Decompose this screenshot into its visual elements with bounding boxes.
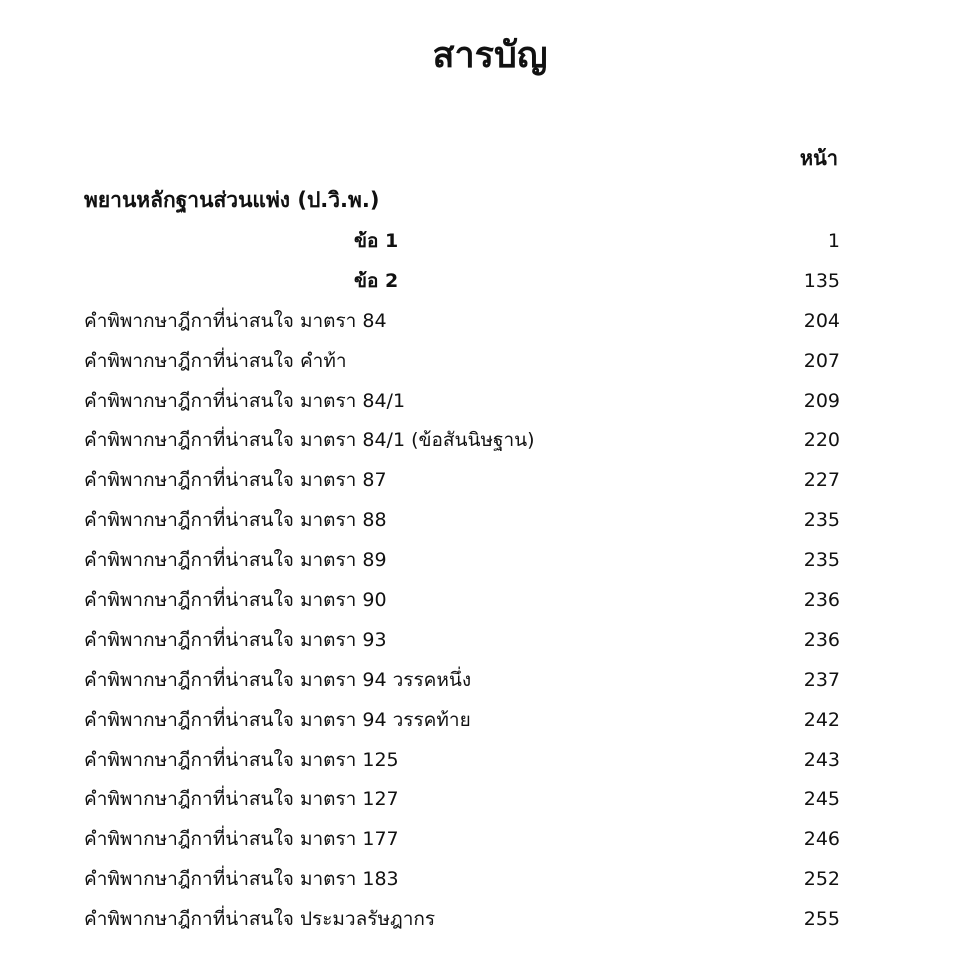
toc-entry-label: คำพิพากษาฎีกาที่น่าสนใจ มาตรา 94 วรรคท้าย [84, 708, 471, 731]
toc-entry-label: คำพิพากษาฎีกาที่น่าสนใจ มาตรา 84/1 [84, 389, 406, 412]
toc-entry-page-number: 236 [803, 589, 840, 612]
toc-entry [84, 581, 840, 621]
toc-entry-page-number: 207 [803, 349, 840, 372]
toc-entry [84, 501, 840, 541]
toc-entry [84, 461, 840, 501]
page-column-header: หน้า [799, 146, 838, 170]
toc-entry [84, 222, 840, 262]
toc-entry [84, 741, 840, 781]
toc-entry-page-number: 242 [803, 708, 840, 731]
toc-entry-page-number: 237 [803, 668, 840, 691]
toc-entry-label: คำพิพากษาฎีกาที่น่าสนใจ มาตรา 93 [84, 628, 387, 651]
toc-entry-page-number: 220 [803, 429, 840, 452]
toc-entry-label: ข้อ 1 [354, 230, 399, 252]
toc-entry-page-number: 245 [803, 788, 840, 811]
toc-entry-page-number: 204 [803, 309, 840, 332]
section-heading: พยานหลักฐานส่วนแพ่ง (ป.วิ.พ.) [84, 188, 380, 212]
toc-entry-page-number: 235 [803, 509, 840, 532]
toc-entry-page-number: 1 [827, 230, 840, 252]
toc-entry [84, 382, 840, 422]
toc-entry [84, 302, 840, 342]
toc-list [84, 222, 840, 940]
toc-entry-page-number: 252 [803, 868, 840, 891]
toc-entry-page-number: 246 [803, 828, 840, 851]
toc-entry-label: คำพิพากษาฎีกาที่น่าสนใจ มาตรา 84 [84, 309, 387, 332]
toc-entry-label: คำพิพากษาฎีกาที่น่าสนใจ คำท้า [84, 349, 347, 372]
page-title: สารบัญ [432, 35, 548, 76]
toc-entry-page-number: 243 [803, 748, 840, 771]
toc-entry-label: คำพิพากษาฎีกาที่น่าสนใจ ประมวลรัษฎากร [84, 908, 436, 931]
toc-entry [84, 541, 840, 581]
toc-entry-label: คำพิพากษาฎีกาที่น่าสนใจ มาตรา 183 [84, 868, 399, 891]
toc-entry-page-number: 236 [803, 628, 840, 651]
toc-entry [84, 621, 840, 661]
toc-entry-label: คำพิพากษาฎีกาที่น่าสนใจ มาตรา 87 [84, 469, 387, 492]
toc-entry-label: คำพิพากษาฎีกาที่น่าสนใจ มาตรา 177 [84, 828, 399, 851]
toc-entry-label: คำพิพากษาฎีกาที่น่าสนใจ มาตรา 88 [84, 509, 387, 532]
toc-entry [84, 860, 840, 900]
toc-entry-page-number: 235 [803, 549, 840, 572]
toc-entry-label: คำพิพากษาฎีกาที่น่าสนใจ มาตรา 127 [84, 788, 399, 811]
toc-entry-page-number: 135 [803, 269, 840, 292]
toc-entry [84, 262, 840, 302]
toc-entry-label: คำพิพากษาฎีกาที่น่าสนใจ มาตรา 89 [84, 549, 387, 572]
toc-entry-page-number: 227 [803, 469, 840, 492]
toc-entry-label: คำพิพากษาฎีกาที่น่าสนใจ มาตรา 90 [84, 589, 387, 612]
toc-entry [84, 900, 840, 940]
toc-entry-label: คำพิพากษาฎีกาที่น่าสนใจ มาตรา 94 วรรคหนึ่ง [84, 668, 472, 691]
toc-entry-page-number: 255 [803, 908, 840, 931]
toc-entry [84, 661, 840, 701]
toc-entry [84, 780, 840, 820]
toc-entry [84, 701, 840, 741]
toc-entry-label: คำพิพากษาฎีกาที่น่าสนใจ มาตรา 84/1 (ข้อสันนิษฐาน) [84, 429, 535, 452]
toc-entry-page-number: 209 [803, 389, 840, 412]
toc-entry [84, 421, 840, 461]
toc-entry-label: ข้อ 2 [354, 269, 399, 292]
toc-entry [84, 820, 840, 860]
toc-entry [84, 342, 840, 382]
toc-entry-label: คำพิพากษาฎีกาที่น่าสนใจ มาตรา 125 [84, 748, 399, 771]
